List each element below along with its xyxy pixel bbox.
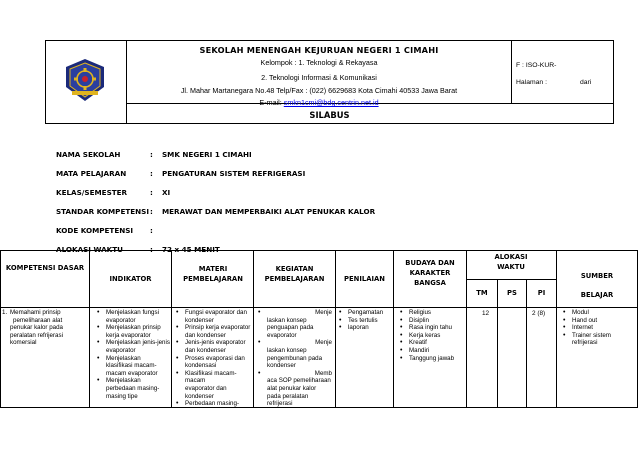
cell-materi [176, 309, 253, 408]
list-item: • Menjelaskan prinsip kerja evaporator [97, 324, 171, 339]
info-colon: : [150, 226, 153, 235]
school-name: SEKOLAH MENENGAH KEJURUAN NEGERI 1 CIMAHI [199, 45, 439, 55]
header-penilaian: PENILAIAN [344, 275, 385, 283]
info-value: MERAWAT DAN MEMPERBAIKI ALAT PENUKAR KALOR [162, 207, 376, 216]
iso-code: F : ISO-KUR- [516, 62, 557, 69]
list-item: • Hand out [563, 317, 635, 325]
info-label: STANDAR KOMPETENSI [56, 207, 150, 216]
info-label: KODE KOMPETENSI [56, 226, 134, 235]
info-colon: : [150, 150, 153, 159]
list-item: • Tanggung jawab [400, 355, 466, 363]
list-item: • Tes tertulis [339, 317, 393, 325]
info-colon: : [150, 245, 153, 254]
info-label: MATA PELAJARAN [56, 169, 127, 178]
letterhead [45, 40, 614, 124]
header-materi: MATERI PEMBELAJARAN [183, 265, 243, 283]
group-line-1: Kelompok : 1. Teknologi & Rekayasa [260, 58, 378, 67]
dari-label: dari [580, 79, 592, 86]
header-belajar: BELAJAR [580, 291, 614, 299]
info-colon: : [150, 169, 153, 178]
cell-penilaian [339, 309, 393, 332]
kd-line: penukar kalor pada [10, 324, 63, 332]
list-item: • Rasa ingin tahu [400, 324, 466, 332]
header-indikator: INDIKATOR [109, 275, 152, 283]
kd-line: Memahami prinsip [10, 309, 61, 316]
info-label: ALOKASI WAKTU [56, 245, 123, 254]
list-item: • Klasifikasi macam-macam evaporator dan kondenser [176, 370, 253, 400]
list-item: • Menje laskan konsep penguapan pada evaporator [258, 309, 332, 339]
header-pi: PI [537, 289, 546, 297]
info-value: XI [162, 188, 171, 197]
group-line-2: 2. Teknologi Informasi & Komunikasi [261, 73, 377, 82]
kd-number: 1. [2, 309, 8, 316]
kd-line: peralatan refrijerasi [10, 331, 63, 339]
list-item: • Trainer sistem refrijerasi [563, 332, 635, 347]
info-label: NAMA SEKOLAH [56, 150, 121, 159]
info-label: KELAS/SEMESTER [56, 188, 128, 197]
kd-line: komersial [10, 339, 37, 347]
list-item: • Memb aca SOP pemeliharaan alat penukar kalor pada peralatan refrijerasi [258, 370, 332, 408]
list-item: • Menjelaskan klasifikasi macam- macam evaporator [97, 355, 171, 378]
list-item: • Internet [563, 324, 635, 332]
list-item: • Fungsi evaporator dan kondenser [176, 309, 253, 324]
info-value: PENGATURAN SISTEM REFRIGERASI [162, 169, 306, 178]
cell-budaya-karakter [400, 309, 466, 362]
school-emblem-logo [62, 57, 108, 103]
email-label: E-mail: [259, 98, 284, 107]
header-alokasi-waktu: ALOKASI WAKTU [494, 253, 528, 271]
letterhead-center [127, 41, 511, 107]
email-line [127, 98, 511, 107]
cell-sumber-belajar [563, 309, 635, 347]
halaman-label: Halaman : [516, 79, 547, 86]
list-item: • Religius [400, 309, 466, 317]
list-item: • laporan [339, 324, 393, 332]
header-kompetensi-dasar: KOMPETENSI DASAR [5, 264, 85, 272]
list-item: • Menjelaskan perbedaan masing- masing tipe [97, 377, 171, 400]
header-tm: TM [476, 289, 488, 297]
list-item: • Kreatif [400, 339, 466, 347]
list-item: • Proses evaporasi dan kondensasi [176, 355, 253, 370]
cell-kegiatan [258, 309, 332, 408]
list-item: • Pengamatan [339, 309, 393, 317]
info-value: SMK NEGERI 1 CIMAHI [162, 150, 252, 159]
cell-pi: 2 (8) [532, 310, 546, 317]
header-budaya-karakter: BUDAYA DAN KARAKTER BANGSA [405, 259, 455, 287]
list-item: • Menje laskan konsep pengembunan pada kondenser [258, 339, 332, 369]
header-sumber: SUMBER [580, 272, 614, 280]
info-value: 72 x 45 MENIT [162, 245, 220, 254]
cell-kompetensi-dasar [2, 309, 88, 347]
kd-line: pemeliharaan alat [13, 316, 63, 324]
list-item: • Menjelaskan fungsi evaporator [97, 309, 171, 324]
list-item: • Kerja keras [400, 332, 466, 340]
info-colon: : [150, 207, 153, 216]
list-item: • Mandiri [400, 347, 466, 355]
document-title: SILABUS [309, 110, 350, 120]
cell-tm: 12 [482, 310, 490, 317]
email-link[interactable]: smkn1cmi@bdg.centrin.net.id [283, 98, 379, 107]
list-item: • Modul [563, 309, 635, 317]
syllabus-table [0, 250, 638, 408]
header-ps: PS [507, 289, 517, 297]
list-item: • Perbedaan masing- [176, 400, 253, 408]
list-item: • Disiplin [400, 317, 466, 325]
list-item: • Prinsip kerja evaporator dan kondenser [176, 324, 253, 339]
header-kegiatan: KEGIATAN PEMBELAJARAN [264, 265, 325, 283]
list-item: • Jenis-jenis evaporator dan kondenser [176, 339, 253, 354]
cell-indikator [97, 309, 171, 400]
info-colon: : [150, 188, 153, 197]
address-line: Jl. Mahar Martanegara No.48 Telp/Fax : (022) 6629683 Kota Cimahi 40533 Jawa Barat [180, 86, 458, 95]
list-item: • Menjelaskan jenis-jenis evaporator [97, 339, 171, 354]
